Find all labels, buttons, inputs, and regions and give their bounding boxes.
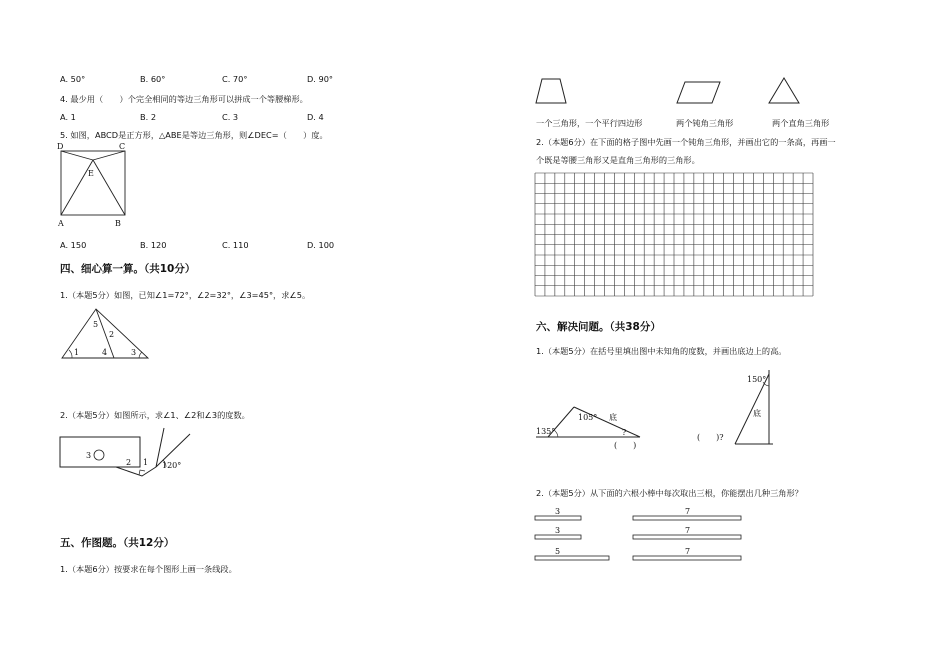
tri-label-1: 1 — [74, 348, 80, 357]
s5-q1-text: 1.（本题6分）按要求在每个图形上画一条线段。 — [60, 564, 237, 574]
label-b: B — [115, 219, 121, 228]
r-q2-line1: 2.（本题6分）在下面的格子图中先画一个钝角三角形，并画出它的一条高，再画一 — [536, 137, 836, 147]
stick-label-3b: 3 — [555, 526, 561, 535]
q5-option-b: B. 120 — [140, 240, 167, 250]
q4-option-d: D. 4 — [307, 112, 324, 122]
stick-3b — [535, 535, 581, 539]
rect-label-1: 1 — [143, 458, 149, 467]
tri-label-3: 3 — [131, 348, 137, 357]
fig2-angle-150: 150° — [747, 375, 767, 384]
label-d: D — [57, 142, 64, 151]
fig1-unknown: ? — [622, 428, 627, 437]
fig1-angle-105: 105° — [578, 413, 598, 422]
stick-label-5: 5 — [555, 547, 561, 556]
s6-q1-figure2 — [695, 368, 785, 448]
fig2-unknown: ( )? — [697, 433, 724, 442]
q4-text: 4. 最少用（ ）个完全相同的等边三角形可以拼成一个等腰梯形。 — [60, 94, 308, 104]
q3-option-d: D. 90° — [307, 74, 334, 84]
q5-figure-square — [55, 142, 135, 232]
fig1-base: 底 — [609, 413, 617, 422]
q4-option-a: A. 1 — [60, 112, 76, 122]
q5-option-a: A. 150 — [60, 240, 87, 250]
s4-q2-text: 2.（本题5分）如图所示，求∠1、∠2和∠3的度数。 — [60, 410, 250, 420]
stick-7c — [633, 556, 741, 560]
caption-right: 两个直角三角形 — [772, 118, 830, 128]
tri-label-5: 5 — [93, 320, 99, 329]
s4-q1-figure-triangle — [58, 305, 158, 365]
caption-obtuse: 两个钝角三角形 — [676, 118, 734, 128]
q3-option-c: C. 70° — [222, 74, 248, 84]
stick-label-7a: 7 — [685, 507, 691, 516]
section6-heading: 六、解决问题。（共38分） — [536, 321, 661, 333]
rect-label-120: 120° — [162, 461, 182, 470]
rect-label-3: 3 — [86, 451, 92, 460]
q4-option-b: B. 2 — [140, 112, 157, 122]
s6-q2-text: 2.（本题5分）从下面的六根小棒中每次取出三根，你能摆出几种三角形？ — [536, 488, 803, 498]
rect-label-2: 2 — [126, 458, 132, 467]
stick-label-7c: 7 — [685, 547, 691, 556]
fig1-angle-135: 135° — [536, 427, 556, 436]
label-a: A — [58, 219, 64, 228]
s4-q1-text: 1.（本题5分）如图，已知∠1=72°，∠2=32°，∠3=45°，求∠5。 — [60, 290, 311, 300]
q4-option-c: C. 3 — [222, 112, 239, 122]
q5-option-d: D. 100 — [307, 240, 335, 250]
s6-q1-figure1 — [534, 403, 654, 453]
stick-5 — [535, 556, 609, 560]
tri-label-4: 4 — [102, 348, 108, 357]
sticks-figure — [535, 508, 755, 568]
shapes-row — [530, 75, 830, 115]
stick-label-3a: 3 — [555, 507, 561, 516]
q5-option-c: C. 110 — [222, 240, 249, 250]
r-q2-line2: 个既是等腰三角形又是直角三角形的三角形。 — [536, 155, 700, 165]
fig2-base: 底 — [753, 409, 761, 418]
q3-option-b: B. 60° — [140, 74, 166, 84]
trapezoid-shape — [536, 79, 566, 103]
stick-label-7b: 7 — [685, 526, 691, 535]
q5-text: 5. 如图，ABCD是正方形，△ABE是等边三角形，则∠DEC=（ ）度。 — [60, 130, 328, 140]
stick-3a — [535, 516, 581, 520]
caption-trapezoid: 一个三角形，一个平行四边形 — [536, 118, 643, 128]
triangle-shape — [769, 78, 799, 103]
label-c: C — [119, 142, 126, 151]
s6-q1-text: 1.（本题5分）在括号里填出图中未知角的度数，并画出底边上的高。 — [536, 346, 787, 356]
section5-heading: 五、作图题。（共12分） — [60, 537, 175, 549]
stick-7b — [633, 535, 741, 539]
drawing-grid[interactable] — [535, 173, 815, 298]
s4-q2-figure — [56, 428, 206, 488]
parallelogram-shape — [677, 82, 720, 103]
section4-heading: 四、细心算一算。（共10分） — [60, 263, 196, 275]
stick-7a — [633, 516, 741, 520]
tri-label-2: 2 — [109, 330, 115, 339]
q3-option-a: A. 50° — [60, 74, 86, 84]
fig1-paren: ( ) — [614, 441, 637, 450]
label-e: E — [88, 169, 94, 178]
